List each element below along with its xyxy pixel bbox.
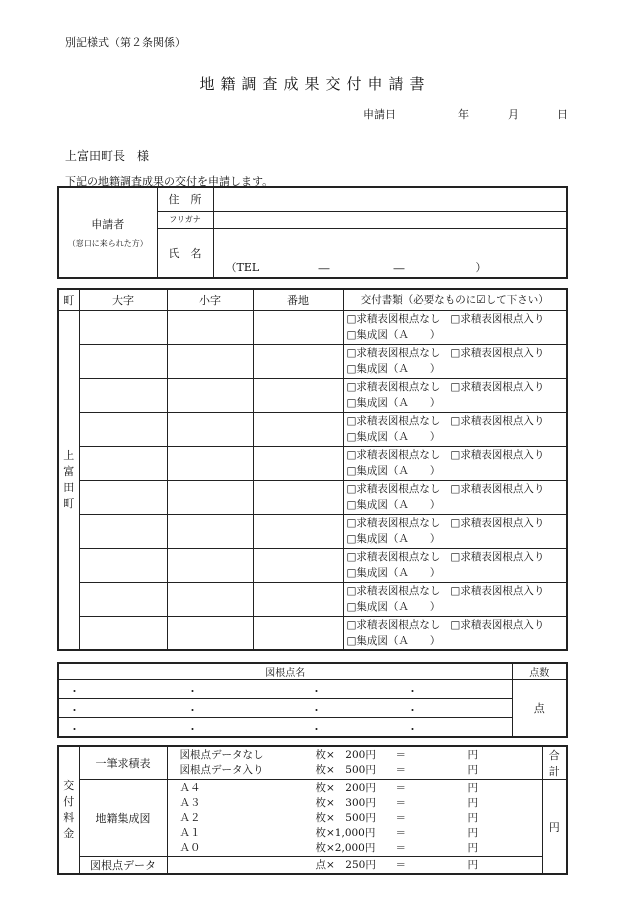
control-point-dot: ・ (69, 685, 80, 698)
option-with-points[interactable]: □求積表図根点入り (450, 585, 545, 597)
document-options[interactable] (343, 616, 567, 650)
option-compiled-map[interactable]: □集成図（Ａ ） (346, 499, 441, 511)
fee-yen: 円 (467, 826, 478, 839)
header-town: 町 (58, 289, 79, 310)
option-with-points[interactable]: □求積表図根点入り (450, 415, 545, 427)
fee-table (57, 745, 571, 875)
koaza-field[interactable] (167, 582, 253, 616)
fee-line (168, 858, 542, 873)
control-point-row[interactable] (58, 699, 512, 718)
oaza-field[interactable] (79, 582, 167, 616)
fee-item: 図根点データ入り (179, 764, 264, 776)
option-with-points[interactable]: □求積表図根点入り (450, 483, 545, 495)
option-compiled-map[interactable]: □集成図（Ａ ） (346, 601, 441, 613)
fee-line (168, 763, 542, 778)
date-year-label: 年 (458, 108, 469, 121)
option-with-points[interactable]: □求積表図根点入り (450, 517, 545, 529)
fee-item: Ａ３ (179, 796, 201, 809)
lot-number-field[interactable] (253, 582, 343, 616)
lot-number-field[interactable] (253, 412, 343, 446)
applicant-table (57, 186, 568, 279)
oaza-field[interactable] (79, 446, 167, 480)
lot-number-field[interactable] (253, 548, 343, 582)
document-options[interactable] (343, 548, 567, 582)
page-title: 地籍調査成果交付申請書 (199, 75, 431, 93)
control-point-dot: ・ (187, 685, 198, 698)
control-point-row[interactable] (58, 718, 512, 737)
fee-row3-name: 図根点データ (79, 857, 167, 875)
fee-line (168, 796, 542, 811)
fee-line (168, 748, 542, 763)
fee-rate: 点× 250円 (315, 858, 376, 871)
koaza-field[interactable] (167, 446, 253, 480)
option-no-points[interactable]: □求積表図根点なし (346, 449, 441, 461)
option-compiled-map[interactable]: □集成図（Ａ ） (346, 363, 441, 375)
lot-number-field[interactable] (253, 514, 343, 548)
fee-equals: ＝ (395, 781, 406, 794)
document-options[interactable] (343, 344, 567, 378)
control-point-header: 図根点名 (58, 663, 512, 680)
koaza-field[interactable] (167, 378, 253, 412)
tel-close: ） (475, 261, 487, 274)
lot-number-field[interactable] (253, 344, 343, 378)
option-compiled-map[interactable]: □集成図（Ａ ） (346, 567, 441, 579)
lot-number-field[interactable] (253, 616, 343, 650)
fee-rate: 枚× 200円 (315, 749, 376, 761)
parcel-row (58, 344, 567, 378)
fee-line (168, 781, 542, 796)
fee-equals: ＝ (395, 796, 406, 809)
oaza-field[interactable] (79, 310, 167, 344)
fee-item: Ａ０ (179, 841, 201, 854)
fee-yen: 円 (467, 749, 478, 761)
name-label: 氏 名 (157, 228, 213, 278)
fee-yen: 円 (467, 841, 478, 854)
control-point-dot: ・ (311, 685, 322, 698)
fee-line (168, 811, 542, 826)
control-point-dot: ・ (69, 704, 80, 717)
applicant-label-cell (58, 187, 157, 278)
fee-equals: ＝ (395, 841, 406, 854)
count-header: 点数 (512, 663, 567, 680)
fee-rate: 枚× 500円 (315, 764, 376, 776)
count-cell[interactable] (512, 680, 567, 737)
intro-text: 下記の地籍調査成果の交付を申請します。 (65, 175, 274, 188)
document-options[interactable] (343, 582, 567, 616)
lot-number-field[interactable] (253, 310, 343, 344)
fee-equals: ＝ (395, 811, 406, 824)
fee-row2-detail (167, 780, 542, 857)
koaza-field[interactable] (167, 548, 253, 582)
option-with-points[interactable]: □求積表図根点入り (450, 313, 545, 325)
addressee: 上富田町長 様 (65, 149, 150, 163)
control-point-dot: ・ (311, 723, 322, 736)
fee-item: Ａ１ (179, 826, 201, 839)
fee-rate: 枚× 500円 (315, 811, 376, 824)
control-point-row[interactable] (58, 680, 512, 699)
fee-yen: 円 (467, 796, 478, 809)
oaza-field[interactable] (79, 480, 167, 514)
option-with-points[interactable]: □求積表図根点入り (450, 618, 545, 631)
koaza-field[interactable] (167, 480, 253, 514)
name-field[interactable] (213, 228, 567, 278)
control-point-dot: ・ (407, 704, 418, 717)
form-note: 別記様式（第２条関係） (65, 36, 186, 49)
option-with-points[interactable]: □求積表図根点入り (450, 381, 545, 393)
parcel-row (58, 548, 567, 582)
date-label: 申請日 (363, 108, 396, 121)
option-with-points[interactable]: □求積表図根点入り (450, 449, 545, 461)
date-month-label: 月 (508, 108, 519, 121)
oaza-field[interactable] (79, 548, 167, 582)
control-point-dot: ・ (407, 723, 418, 736)
oaza-field[interactable] (79, 344, 167, 378)
fee-yen: 円 (467, 764, 478, 776)
oaza-field[interactable] (79, 514, 167, 548)
address-field[interactable] (213, 187, 567, 211)
total-unit: 円 (548, 820, 560, 834)
header-oaza: 大字 (79, 289, 167, 310)
fee-equals: ＝ (395, 749, 406, 761)
koaza-field[interactable] (167, 514, 253, 548)
document-options[interactable] (343, 480, 567, 514)
option-compiled-map[interactable]: □集成図（Ａ ） (346, 431, 441, 443)
fee-rate: 枚×2,000円 (315, 841, 376, 854)
option-no-points[interactable]: □求積表図根点なし (346, 618, 441, 631)
option-no-points[interactable]: □求積表図根点なし (346, 585, 441, 597)
document-options[interactable] (343, 446, 567, 480)
parcel-row (58, 582, 567, 616)
applicant-label: 申請者 (91, 218, 125, 231)
option-compiled-map[interactable]: □集成図（Ａ ） (346, 533, 441, 545)
fee-line (168, 826, 542, 841)
koaza-field[interactable] (167, 412, 253, 446)
furigana-field[interactable] (213, 211, 567, 228)
fee-yen: 円 (467, 781, 478, 794)
date-day-label: 日 (557, 108, 568, 121)
lot-number-field[interactable] (253, 446, 343, 480)
option-compiled-map[interactable]: □集成図（Ａ ） (346, 329, 441, 341)
koaza-field[interactable] (167, 310, 253, 344)
fee-label: 交付料金 (63, 779, 75, 840)
header-koaza: 小字 (167, 289, 253, 310)
control-point-dot: ・ (407, 685, 418, 698)
fee-rate: 枚×1,000円 (315, 826, 376, 839)
koaza-field[interactable] (167, 616, 253, 650)
fee-item: 図根点データなし (179, 749, 264, 761)
header-documents: 交付書類（必要なものに☑して下さい） (343, 289, 567, 310)
parcel-row (58, 310, 567, 344)
parcel-row (58, 378, 567, 412)
option-no-points[interactable]: □求積表図根点なし (346, 517, 441, 529)
fee-equals: ＝ (395, 764, 406, 776)
parcel-row (58, 616, 567, 650)
fee-item: Ａ２ (179, 811, 201, 824)
fee-row1-name: 一筆求積表 (79, 746, 167, 780)
fee-yen: 円 (467, 811, 478, 824)
town-name: 上富田町 (63, 448, 75, 510)
tel-open: （TEL (225, 261, 260, 274)
option-no-points[interactable]: □求積表図根点なし (346, 381, 441, 393)
fee-equals: ＝ (395, 858, 406, 871)
count-unit: 点 (533, 701, 545, 715)
fee-line (168, 841, 542, 856)
parcel-row (58, 412, 567, 446)
fee-row2-name: 地籍集成図 (79, 780, 167, 857)
furigana-label: フリガナ (157, 211, 213, 228)
oaza-field[interactable] (79, 378, 167, 412)
fee-row3-detail (167, 857, 542, 875)
document-options[interactable] (343, 514, 567, 548)
option-no-points[interactable]: □求積表図根点なし (346, 313, 441, 325)
document-options[interactable] (343, 378, 567, 412)
total-cell[interactable] (542, 780, 567, 875)
document-options[interactable] (343, 412, 567, 446)
control-point-dot: ・ (187, 704, 198, 717)
parcel-row (58, 480, 567, 514)
tel-dash-2: ― (393, 262, 405, 275)
total-label: 合 計 (542, 746, 567, 780)
tel-dash-1: ― (318, 262, 330, 275)
fee-item: Ａ４ (179, 781, 201, 794)
option-compiled-map[interactable]: □集成図（Ａ ） (346, 465, 441, 477)
option-compiled-map[interactable]: □集成図（Ａ ） (346, 397, 441, 409)
option-no-points[interactable]: □求積表図根点なし (346, 551, 441, 563)
option-compiled-map[interactable]: □集成図（Ａ ） (346, 634, 441, 647)
control-point-dot: ・ (311, 704, 322, 717)
town-cell (58, 310, 79, 650)
parcel-row (58, 446, 567, 480)
option-no-points[interactable]: □求積表図根点なし (346, 415, 441, 427)
fee-rate: 枚× 200円 (315, 781, 376, 794)
option-with-points[interactable]: □求積表図根点入り (450, 347, 545, 359)
fee-label-cell (58, 746, 79, 874)
applicant-note: （窓口に来られた方） (67, 239, 148, 248)
fee-equals: ＝ (395, 826, 406, 839)
header-lot-number: 番地 (253, 289, 343, 310)
control-point-table (57, 662, 568, 738)
parcel-row (58, 514, 567, 548)
lot-number-field[interactable] (253, 378, 343, 412)
oaza-field[interactable] (79, 412, 167, 446)
oaza-field[interactable] (79, 616, 167, 650)
koaza-field[interactable] (167, 344, 253, 378)
address-label: 住 所 (157, 187, 213, 211)
document-options[interactable] (343, 310, 567, 344)
fee-yen: 円 (467, 858, 478, 871)
lot-number-field[interactable] (253, 480, 343, 514)
option-no-points[interactable]: □求積表図根点なし (346, 347, 441, 359)
option-with-points[interactable]: □求積表図根点入り (450, 551, 545, 563)
fee-rate: 枚× 300円 (315, 796, 376, 809)
control-point-dot: ・ (187, 723, 198, 736)
control-point-dot: ・ (69, 723, 80, 736)
fee-row1-detail (167, 746, 542, 780)
option-no-points[interactable]: □求積表図根点なし (346, 483, 441, 495)
parcel-table (57, 288, 568, 651)
